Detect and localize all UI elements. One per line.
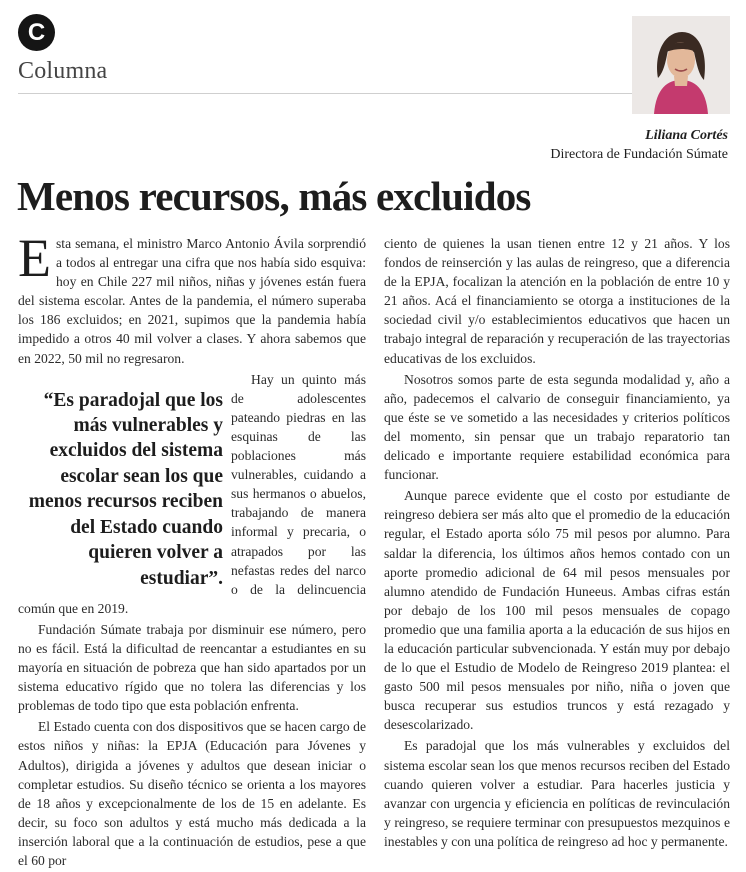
article-paragraph: ciento de quienes la usan tienen entre 12 y 21 años. Y los fondos de reinserción y las aulas de reingreso, que a diferencia de la EPJA, focalizan la atención en la población de entre 10 y 21 años. Acá el financiamiento se otorga a instituciones de la sociedad civil y/o establecimientos educativos que hacen un trabajo integral de reparación y recuperación de las trayectorias educativas de los excluidos. xyxy=(384,236,730,366)
author-name: Liliana Cortés xyxy=(645,128,728,143)
section-label: Columna xyxy=(18,58,108,84)
header-divider xyxy=(18,93,726,94)
article-paragraph: Aunque parece evidente que el costo por estudiante de reingreso debiera ser más alto que el promedio de la educación regular, el Estado aporta sólo 75 mil pesos por alumno. Para saldar la diferencia, los últimos años hemos contado con un aporte promedio adicional de 64 mil pesos mensuales por alumno atendido de Fundación Huneeus. Ambas cifras están por debajo de los 100 mil pesos mensuales de copago promedio que una familia aporta a la educación de sus hijos en la educación particular subvencionada. Y están muy por debajo de lo que el Estudio de Modelo de Reingreso 2019 plantea: el gasto 500 mil pesos mensuales por niño, niña o joven que busca recuperar sus estudios truncos y está rezagado y desescolarizado. xyxy=(384,488,730,733)
article-paragraph: El Estado cuenta con dos dispositivos que se hacen cargo de estos niños y niñas: la EPJA (Educación para Jóvenes y Adultos), dirigida a jóvenes y adultos que desean iniciar o completar estudios. Su diseño técnico se orienta a los mayores de 18 años y excepcionalmente de los de 15 en adelante. Es decir, su foco son adultos y está mucho más dedicada a la inserción laboral que a la continuación de estudios, pese a que el 60 por xyxy=(18,719,366,868)
article-paragraph xyxy=(18,228,366,368)
article-paragraph: Es paradojal que los más vulnerables y excluidos del sistema escolar sean los que menos recursos reciben del Estado cuando quieren volver a estudiar. Para hacerles justicia y avanzar con urgencia y eficiencia en políticas de revinculación y reingreso, se requiere terminar con presupuestos mezquinos e inestables y con una política de reingreso ad hoc y permanente. xyxy=(384,738,730,849)
author-avatar xyxy=(632,16,730,114)
author-block xyxy=(550,126,728,164)
article-column-left xyxy=(18,228,366,872)
author-portrait-icon xyxy=(632,16,730,114)
article-paragraph xyxy=(18,370,366,618)
paragraph-text: sta semana, el ministro Marco Antonio Ávila sorprendió a todos al entregar una cifra que nos había sido esquiva: hoy en Chile 227 mil niños, niñas y jóvenes están fuera del sistema escolar. Antes de la pandemia, el número superaba los 186 excluidos; en 2021, supimos que la pandemia había impedido a otros 40 mil volver a clases. Y ahora sabemos que en 2022, 50 mil no regresaron. xyxy=(18,236,366,366)
author-role: Directora de Fundación Súmate xyxy=(550,147,728,162)
paragraph-text: Hay un quinto más de adolescentes pateando piedras en las esquinas de las poblaciones más vulnerables, cuidando a sus hermanos o abuelos, trabajando de manera informal y precaria, o atrapados por las nefastas redes del narco o de la delincuencia común que en 2019. xyxy=(18,371,366,616)
article-headline: Menos recursos, más excluidos xyxy=(17,173,531,219)
article-paragraph: Fundación Súmate trabaja por disminuir ese número, pero no es fácil. Está la dificultad de reencantar a estudiantes en su mayoría en situación de pobreza que han sido apartados por un sistema educativo rígido que no tolera las diferencias y los problemas de todo tipo que esta población enfrenta. xyxy=(18,621,366,714)
article-column-right xyxy=(384,234,730,853)
pull-quote: “Es paradojal que los más vulnerables y excluidos del sistema escolar sean los que menos recursos reciben del Estado cuando quieren volver a estudiar”. xyxy=(28,389,223,589)
article-paragraph: Nosotros somos parte de esta segunda modalidad y, año a año, padecemos el calvario de conseguir financiamiento, ya que éste se ve sometido a las necesidades y criterios políticos del momento, sin pensar que un trabajo reparatorio tan delicado e importante requiere estabilidad económica para funcionar. xyxy=(384,371,730,483)
column-badge: C xyxy=(18,14,55,51)
drop-cap: E xyxy=(18,228,51,288)
